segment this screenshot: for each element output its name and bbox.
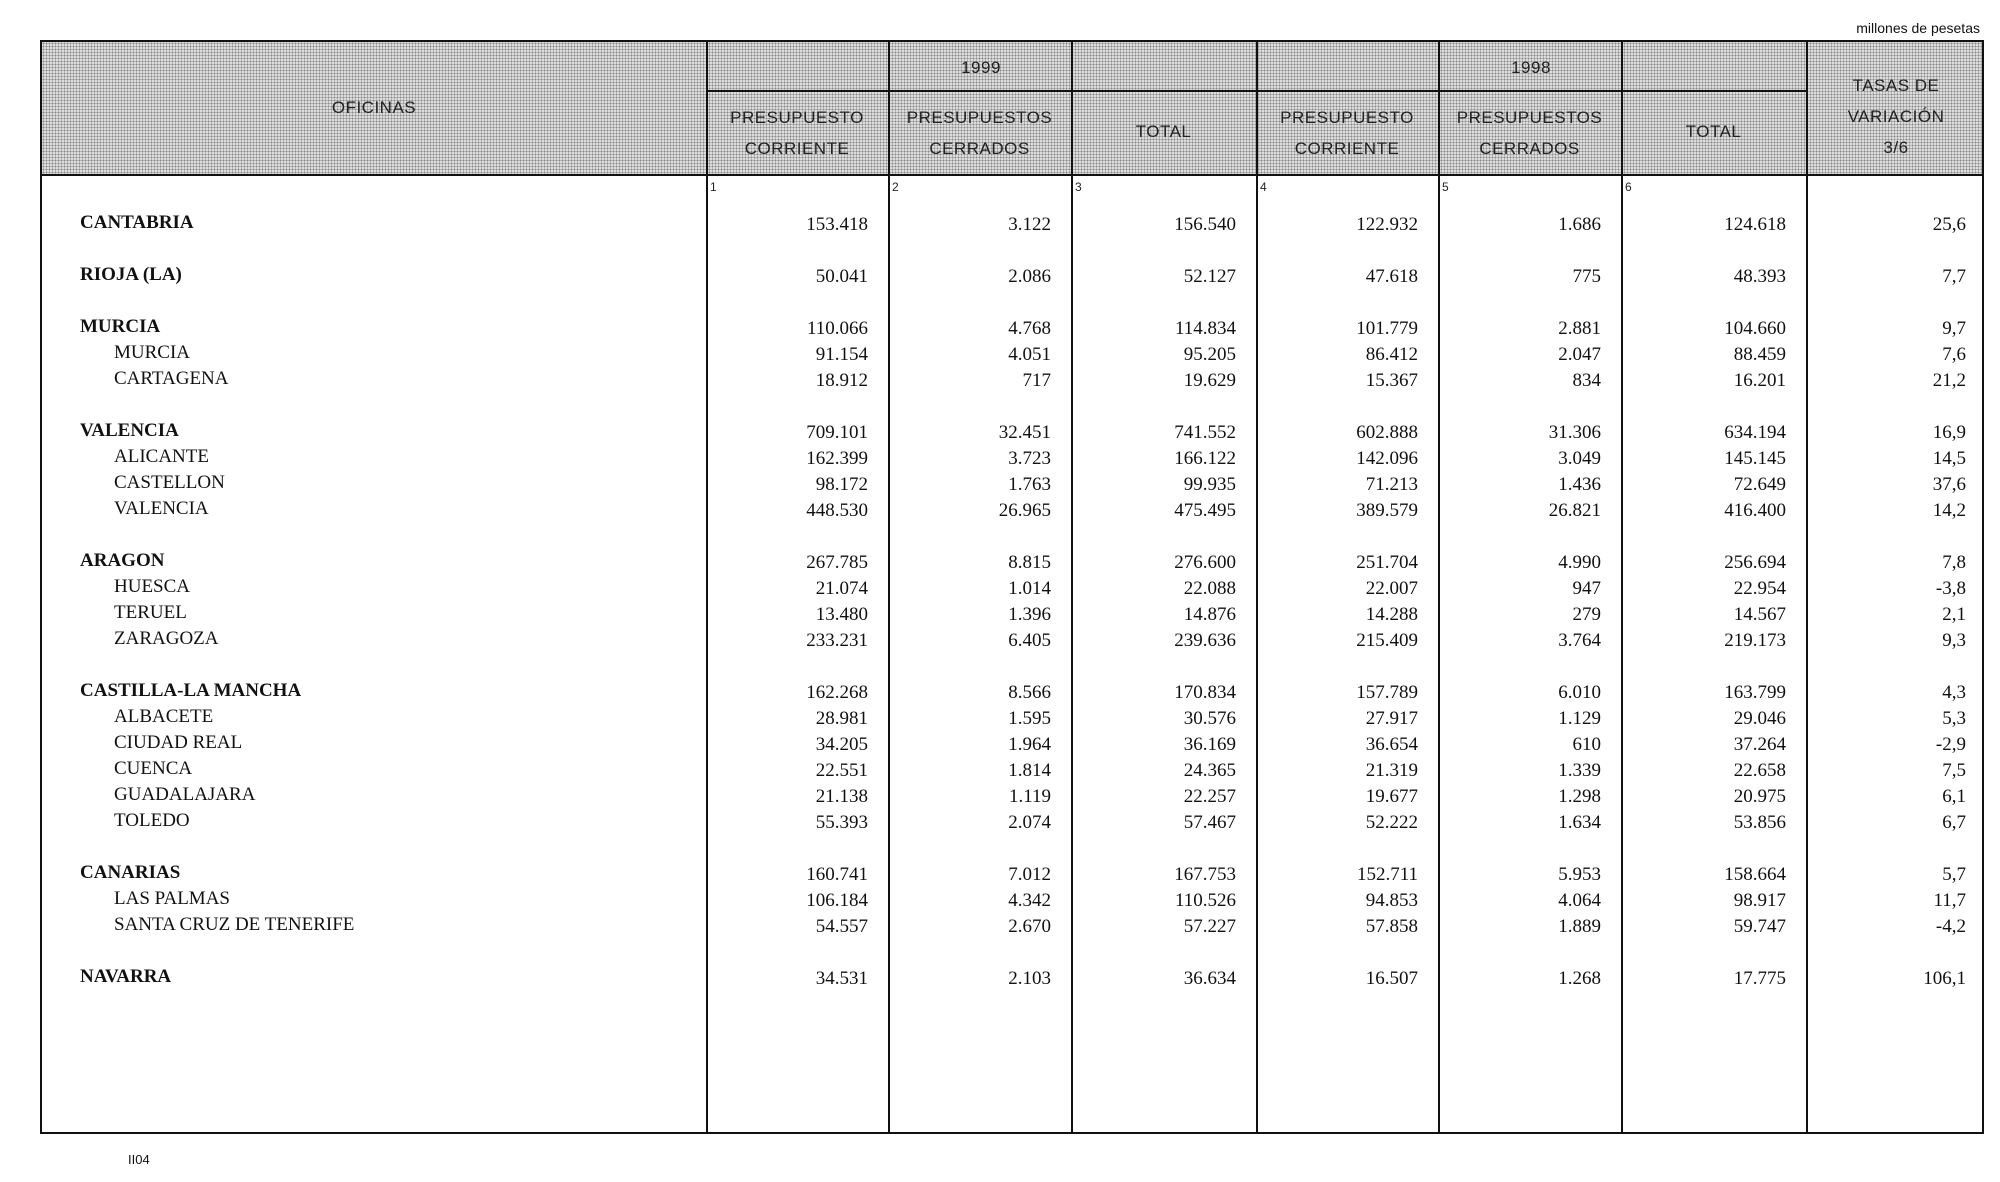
cell-value: 101.779 [1356, 318, 1418, 339]
header-oficinas: OFICINAS [331, 98, 417, 117]
cell-value: 54.557 [815, 916, 868, 937]
region-label: CANARIAS [80, 862, 181, 883]
cell-value: 21.074 [815, 578, 868, 599]
cell-value: 1.129 [1558, 708, 1601, 729]
cell-value: 31.306 [1548, 422, 1601, 443]
cell-value: 5.953 [1558, 864, 1601, 885]
cell-value: 53.856 [1733, 812, 1786, 833]
table-row [42, 888, 1982, 914]
cell-value: 47.618 [1365, 266, 1418, 287]
header-line: CERRADOS [929, 139, 1030, 158]
cell-value: 7,6 [1942, 344, 1966, 365]
cell-value: 2.074 [1008, 812, 1051, 833]
province-label: TOLEDO [114, 810, 190, 831]
region-label: MURCIA [80, 316, 161, 337]
cell-value: 163.799 [1724, 682, 1786, 703]
cell-value: 448.530 [806, 500, 868, 521]
header-line: CERRADOS [1479, 139, 1580, 158]
header-presupuesto-corriente-1999 [706, 102, 888, 164]
cell-value: 389.579 [1356, 500, 1418, 521]
cell-value: 22.551 [815, 760, 868, 781]
cell-value: 709.101 [806, 422, 868, 443]
cell-value: 142.096 [1356, 448, 1418, 469]
province-label: LAS PALMAS [114, 888, 230, 909]
cell-value: 22.954 [1733, 578, 1786, 599]
cell-value: 267.785 [806, 552, 868, 573]
column-number: 3 [1075, 180, 1082, 194]
cell-value: 34.531 [815, 968, 868, 989]
province-label: VALENCIA [114, 498, 209, 519]
cell-value: 30.576 [1183, 708, 1236, 729]
cell-value: 16.507 [1365, 968, 1418, 989]
header-line: PRESUPUESTO [1280, 108, 1414, 127]
table-row [42, 914, 1982, 940]
cell-value: 1.686 [1558, 214, 1601, 235]
cell-value: 72.649 [1733, 474, 1786, 495]
cell-value: 29.046 [1733, 708, 1786, 729]
cell-value: 1.396 [1008, 604, 1051, 625]
cell-value: 110.066 [806, 318, 868, 339]
cell-value: 162.399 [806, 448, 868, 469]
cell-value: -3,8 [1935, 578, 1966, 599]
page-number: II04 [128, 1152, 150, 1167]
column-number: 6 [1625, 180, 1632, 194]
province-label: CARTAGENA [114, 368, 229, 389]
cell-value: 634.194 [1724, 422, 1786, 443]
cell-value: 19.677 [1365, 786, 1418, 807]
cell-value: 1.814 [1008, 760, 1051, 781]
province-label: CIUDAD REAL [114, 732, 243, 753]
column-number: 2 [892, 180, 899, 194]
cell-value: 17.775 [1733, 968, 1786, 989]
table-row [42, 602, 1982, 628]
cell-value: 57.467 [1183, 812, 1236, 833]
cell-value: 99.935 [1183, 474, 1236, 495]
table-row [42, 628, 1982, 654]
header-line: PRESUPUESTOS [1456, 108, 1603, 127]
cell-value: 25,6 [1932, 214, 1966, 235]
header-line: TASAS DE [1852, 76, 1940, 95]
region-label: VALENCIA [80, 420, 179, 441]
cell-value: 16.201 [1733, 370, 1786, 391]
header-line: VARIACIÓN [1847, 107, 1945, 126]
cell-value: 475.495 [1174, 500, 1236, 521]
cell-value: 19.629 [1183, 370, 1236, 391]
cell-value: 86.412 [1365, 344, 1418, 365]
cell-value: 95.205 [1183, 344, 1236, 365]
cell-value: 6,1 [1942, 786, 1966, 807]
province-label: ZARAGOZA [114, 628, 219, 649]
table-row [42, 264, 1982, 290]
cell-value: 2.881 [1558, 318, 1601, 339]
header-presupuesto-corriente-1998 [1256, 102, 1438, 164]
region-label: NAVARRA [80, 966, 172, 987]
table-row [42, 498, 1982, 524]
column-number: 5 [1442, 180, 1449, 194]
cell-value: 48.393 [1733, 266, 1786, 287]
cell-value: 1.339 [1558, 760, 1601, 781]
unit-note: millones de pesetas [1856, 20, 1980, 36]
cell-value: 7.012 [1008, 864, 1051, 885]
region-label: ARAGON [80, 550, 165, 571]
cell-value: 156.540 [1174, 214, 1236, 235]
cell-value: 71.213 [1365, 474, 1418, 495]
cell-value: 4.990 [1558, 552, 1601, 573]
province-label: GUADALAJARA [114, 784, 256, 805]
cell-value: 2.103 [1008, 968, 1051, 989]
header-line: CORRIENTE [744, 139, 850, 158]
cell-value: 251.704 [1356, 552, 1418, 573]
cell-value: 21.319 [1365, 760, 1418, 781]
cell-value: 4.768 [1008, 318, 1051, 339]
cell-value: 27.917 [1365, 708, 1418, 729]
cell-value: 1.964 [1008, 734, 1051, 755]
cell-value: 104.660 [1724, 318, 1786, 339]
cell-value: 7,7 [1942, 266, 1966, 287]
cell-value: 8.566 [1008, 682, 1051, 703]
province-label: HUESCA [114, 576, 191, 597]
cell-value: 94.853 [1365, 890, 1418, 911]
cell-value: 4.064 [1558, 890, 1601, 911]
cell-value: 3.122 [1008, 214, 1051, 235]
cell-value: 114.834 [1174, 318, 1236, 339]
cell-value: 22.088 [1183, 578, 1236, 599]
table-row [42, 732, 1982, 758]
cell-value: 157.789 [1356, 682, 1418, 703]
cell-value: 14.288 [1365, 604, 1418, 625]
cell-value: 416.400 [1724, 500, 1786, 521]
header-line: PRESUPUESTOS [906, 108, 1053, 127]
province-label: ALBACETE [114, 706, 214, 727]
cell-value: 26.821 [1548, 500, 1601, 521]
cell-value: 834 [1572, 370, 1601, 391]
cell-value: 14,2 [1932, 500, 1966, 521]
cell-value: 741.552 [1174, 422, 1236, 443]
cell-value: 1.298 [1558, 786, 1601, 807]
table-row [42, 680, 1982, 706]
cell-value: 11,7 [1933, 890, 1966, 911]
cell-value: 6,7 [1942, 812, 1966, 833]
cell-value: 34.205 [815, 734, 868, 755]
region-label: CANTABRIA [80, 212, 194, 233]
cell-value: 162.268 [806, 682, 868, 703]
cell-value: 52.127 [1183, 266, 1236, 287]
table-row [42, 472, 1982, 498]
cell-value: 167.753 [1174, 864, 1236, 885]
cell-value: 5,3 [1942, 708, 1966, 729]
cell-value: 2.086 [1008, 266, 1051, 287]
table-row [42, 576, 1982, 602]
divider [706, 90, 1806, 92]
cell-value: 22.007 [1365, 578, 1418, 599]
province-label: TERUEL [114, 602, 187, 623]
cell-value: 24.365 [1183, 760, 1236, 781]
table-row [42, 368, 1982, 394]
cell-value: 4.342 [1008, 890, 1051, 911]
table-row [42, 706, 1982, 732]
cell-value: -4,2 [1935, 916, 1966, 937]
cell-value: 170.834 [1174, 682, 1236, 703]
cell-value: 122.932 [1356, 214, 1418, 235]
cell-value: 1.763 [1008, 474, 1051, 495]
header-year-1998: 1998 [1511, 58, 1551, 77]
header-line: CORRIENTE [1294, 139, 1400, 158]
cell-value: 279 [1572, 604, 1601, 625]
cell-value: 91.154 [815, 344, 868, 365]
cell-value: 947 [1572, 578, 1601, 599]
cell-value: 152.711 [1356, 864, 1418, 885]
column-number: 1 [710, 180, 717, 194]
table-row [42, 446, 1982, 472]
cell-value: 88.459 [1733, 344, 1786, 365]
region-label: RIOJA (LA) [80, 264, 182, 285]
cell-value: 21.138 [815, 786, 868, 807]
cell-value: 1.595 [1008, 708, 1051, 729]
cell-value: 602.888 [1356, 422, 1418, 443]
cell-value: 1.436 [1558, 474, 1601, 495]
cell-value: 110.526 [1174, 890, 1236, 911]
header-tasas-variacion [1806, 70, 1986, 163]
cell-value: 1.889 [1558, 916, 1601, 937]
cell-value: 16,9 [1932, 422, 1966, 443]
table-row [42, 212, 1982, 238]
cell-value: 1.119 [1008, 786, 1051, 807]
cell-value: 8.815 [1008, 552, 1051, 573]
province-label: SANTA CRUZ DE TENERIFE [114, 914, 355, 935]
province-label: MURCIA [114, 342, 191, 363]
cell-value: 3.723 [1008, 448, 1051, 469]
header-total-1998: TOTAL [1685, 122, 1742, 141]
cell-value: 153.418 [806, 214, 868, 235]
cell-value: 160.741 [806, 864, 868, 885]
cell-value: 36.634 [1183, 968, 1236, 989]
cell-value: 59.747 [1733, 916, 1786, 937]
cell-value: 145.145 [1724, 448, 1786, 469]
cell-value: 98.917 [1733, 890, 1786, 911]
cell-value: 52.222 [1365, 812, 1418, 833]
cell-value: 166.122 [1174, 448, 1236, 469]
table-row [42, 420, 1982, 446]
cell-value: 57.227 [1183, 916, 1236, 937]
table-row [42, 550, 1982, 576]
cell-value: 28.981 [815, 708, 868, 729]
cell-value: 32.451 [998, 422, 1051, 443]
table-row [42, 784, 1982, 810]
header-presupuestos-cerrados-1999 [888, 102, 1071, 164]
cell-value: 106.184 [806, 890, 868, 911]
cell-value: 6.010 [1558, 682, 1601, 703]
cell-value: 2.047 [1558, 344, 1601, 365]
table-row [42, 316, 1982, 342]
cell-value: 21,2 [1932, 370, 1966, 391]
cell-value: 9,3 [1942, 630, 1966, 651]
cell-value: 610 [1572, 734, 1601, 755]
region-label: CASTILLA-LA MANCHA [80, 680, 302, 701]
cell-value: 37.264 [1733, 734, 1786, 755]
cell-value: 20.975 [1733, 786, 1786, 807]
cell-value: 4,3 [1942, 682, 1966, 703]
cell-value: 18.912 [815, 370, 868, 391]
table-row [42, 758, 1982, 784]
cell-value: 215.409 [1356, 630, 1418, 651]
header-year-1999: 1999 [961, 58, 1001, 77]
cell-value: 106,1 [1923, 968, 1966, 989]
cell-value: 50.041 [815, 266, 868, 287]
cell-value: 22.257 [1183, 786, 1236, 807]
cell-value: 256.694 [1724, 552, 1786, 573]
cell-value: 158.664 [1724, 864, 1786, 885]
cell-value: 233.231 [806, 630, 868, 651]
cell-value: 22.658 [1733, 760, 1786, 781]
cell-value: 3.764 [1558, 630, 1601, 651]
cell-value: 9,7 [1942, 318, 1966, 339]
cell-value: 13.480 [815, 604, 868, 625]
cell-value: 239.636 [1174, 630, 1236, 651]
table-row [42, 810, 1982, 836]
cell-value: 124.618 [1724, 214, 1786, 235]
header-line: 3/6 [1883, 138, 1909, 157]
cell-value: 36.654 [1365, 734, 1418, 755]
cell-value: 15.367 [1365, 370, 1418, 391]
header-line: PRESUPUESTO [730, 108, 864, 127]
cell-value: 14.876 [1183, 604, 1236, 625]
cell-value: 219.173 [1724, 630, 1786, 651]
cell-value: 2.670 [1008, 916, 1051, 937]
cell-value: 98.172 [815, 474, 868, 495]
cell-value: 26.965 [998, 500, 1051, 521]
cell-value: -2,9 [1935, 734, 1966, 755]
cell-value: 37,6 [1932, 474, 1966, 495]
table-row [42, 862, 1982, 888]
cell-value: 3.049 [1558, 448, 1601, 469]
table-row [42, 342, 1982, 368]
table-row [42, 966, 1982, 992]
cell-value: 36.169 [1183, 734, 1236, 755]
cell-value: 1.014 [1008, 578, 1051, 599]
header-total-1999: TOTAL [1135, 122, 1192, 141]
province-label: CUENCA [114, 758, 193, 779]
province-label: ALICANTE [114, 446, 209, 467]
province-label: CASTELLON [114, 472, 225, 493]
cell-value: 1.268 [1558, 968, 1601, 989]
cell-value: 2,1 [1942, 604, 1966, 625]
cell-value: 14.567 [1733, 604, 1786, 625]
cell-value: 775 [1572, 266, 1601, 287]
cell-value: 6.405 [1008, 630, 1051, 651]
cell-value: 276.600 [1174, 552, 1236, 573]
header-presupuestos-cerrados-1998 [1438, 102, 1621, 164]
budget-table [40, 40, 1984, 1134]
cell-value: 7,5 [1942, 760, 1966, 781]
cell-value: 14,5 [1932, 448, 1966, 469]
cell-value: 1.634 [1558, 812, 1601, 833]
cell-value: 55.393 [815, 812, 868, 833]
column-number: 4 [1260, 180, 1267, 194]
cell-value: 7,8 [1942, 552, 1966, 573]
cell-value: 4.051 [1008, 344, 1051, 365]
cell-value: 5,7 [1942, 864, 1966, 885]
cell-value: 717 [1022, 370, 1051, 391]
cell-value: 57.858 [1365, 916, 1418, 937]
